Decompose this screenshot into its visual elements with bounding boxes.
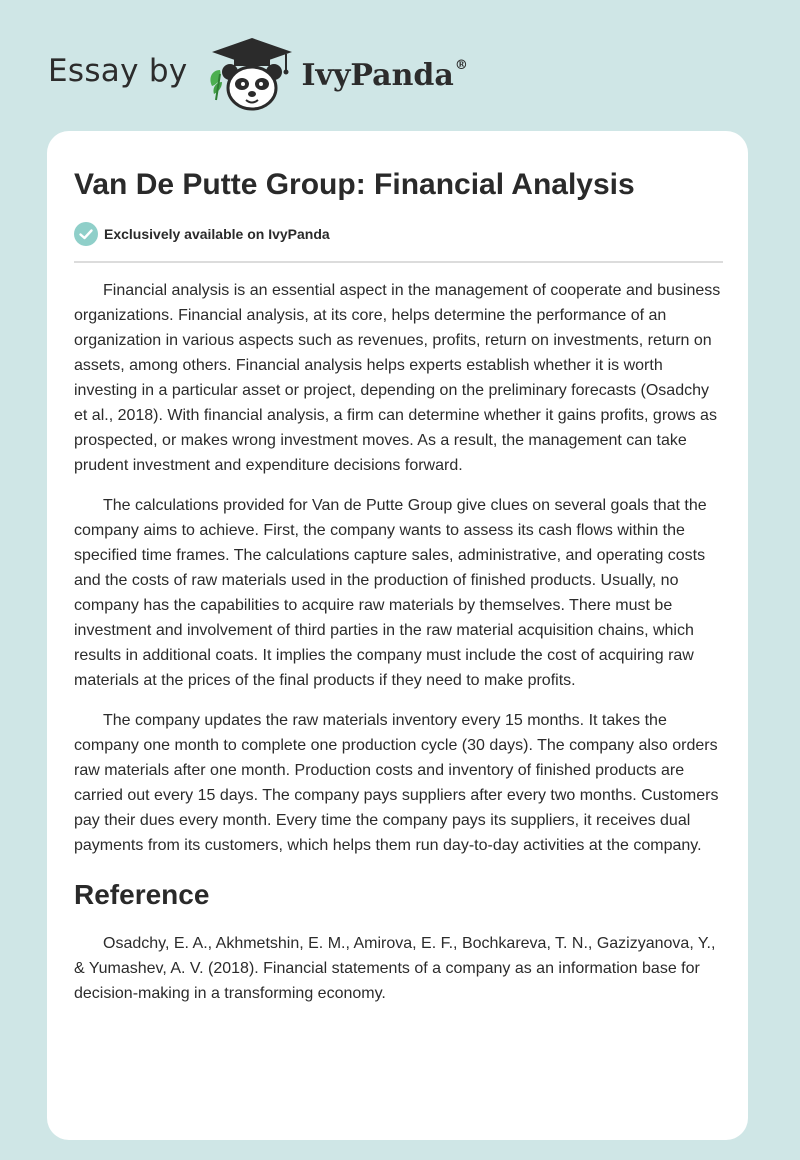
reference-entry: Osadchy, E. A., Akhmetshin, E. M., Amirova, E. F., Bochkareva, T. N., Gazizyanova, Y., & Yumashev, A. V. (2018). Financial statements of a company as an information base for decision-making in a transforming economy. bbox=[74, 935, 716, 1002]
paragraph: The calculations provided for Van de Putte Group give clues on several goals that the company aims to achieve. First, the company wants to assess its cash flows within the specified time frames. The calculations capture sales, administrative, and operating costs and the costs of raw materials used in the production of finished products. Usually, no company has the capabilities to acquire raw materials by themselves. There must be investment and involvement of third parties in the raw material acquisition chains, which results in additional coats. It implies the company must include the cost of acquiring raw materials at the prices of the final products if they need to make profits. bbox=[74, 497, 707, 689]
paragraph: The company updates the raw materials inventory every 15 months. It takes the company one month to complete one production cycle (30 days). The company also orders raw materials after one month. Production costs and inventory of finished products are carried out every 15 days. The company pays suppliers after every two months. Customers pay their dues every month. Every time the company pays its suppliers, it receives dual payments from its customers, which helps them run day-to-day activities at the company. bbox=[74, 712, 719, 854]
paragraph: Financial analysis is an essential aspect in the management of cooperate and business organizations. Financial analysis, at its core, helps determine the performance of an organization in various aspects such as revenues, profits, return on investments, return on assets, among others. Financial analysis helps experts establish whether it is worth investing in a particular asset or project, depending on the preliminary forecasts (Osadchy et al., 2018). With financial analysis, a firm can determine whether it gains profits, grows as prospected, or makes wrong investment moves. As a result, the management can take prudent investment and expenditure decisions forward. bbox=[74, 282, 721, 474]
brand-text: IvyPanda bbox=[301, 57, 454, 93]
brand-name[interactable] bbox=[302, 58, 468, 93]
exclusive-badge bbox=[74, 222, 330, 246]
essay-by-label: Essay by bbox=[48, 53, 188, 89]
article-title: Van De Putte Group: Financial Analysis bbox=[74, 168, 635, 201]
exclusive-badge-label: Exclusively available on IvyPanda bbox=[104, 226, 330, 242]
divider bbox=[74, 261, 723, 263]
article-card bbox=[47, 131, 748, 1140]
registered-mark: ® bbox=[454, 57, 468, 73]
reference-heading: Reference bbox=[74, 879, 210, 910]
panda-graduate-logo-icon[interactable] bbox=[206, 34, 298, 114]
site-header bbox=[48, 34, 468, 114]
check-badge-icon bbox=[74, 222, 98, 246]
article-body bbox=[74, 278, 725, 1021]
